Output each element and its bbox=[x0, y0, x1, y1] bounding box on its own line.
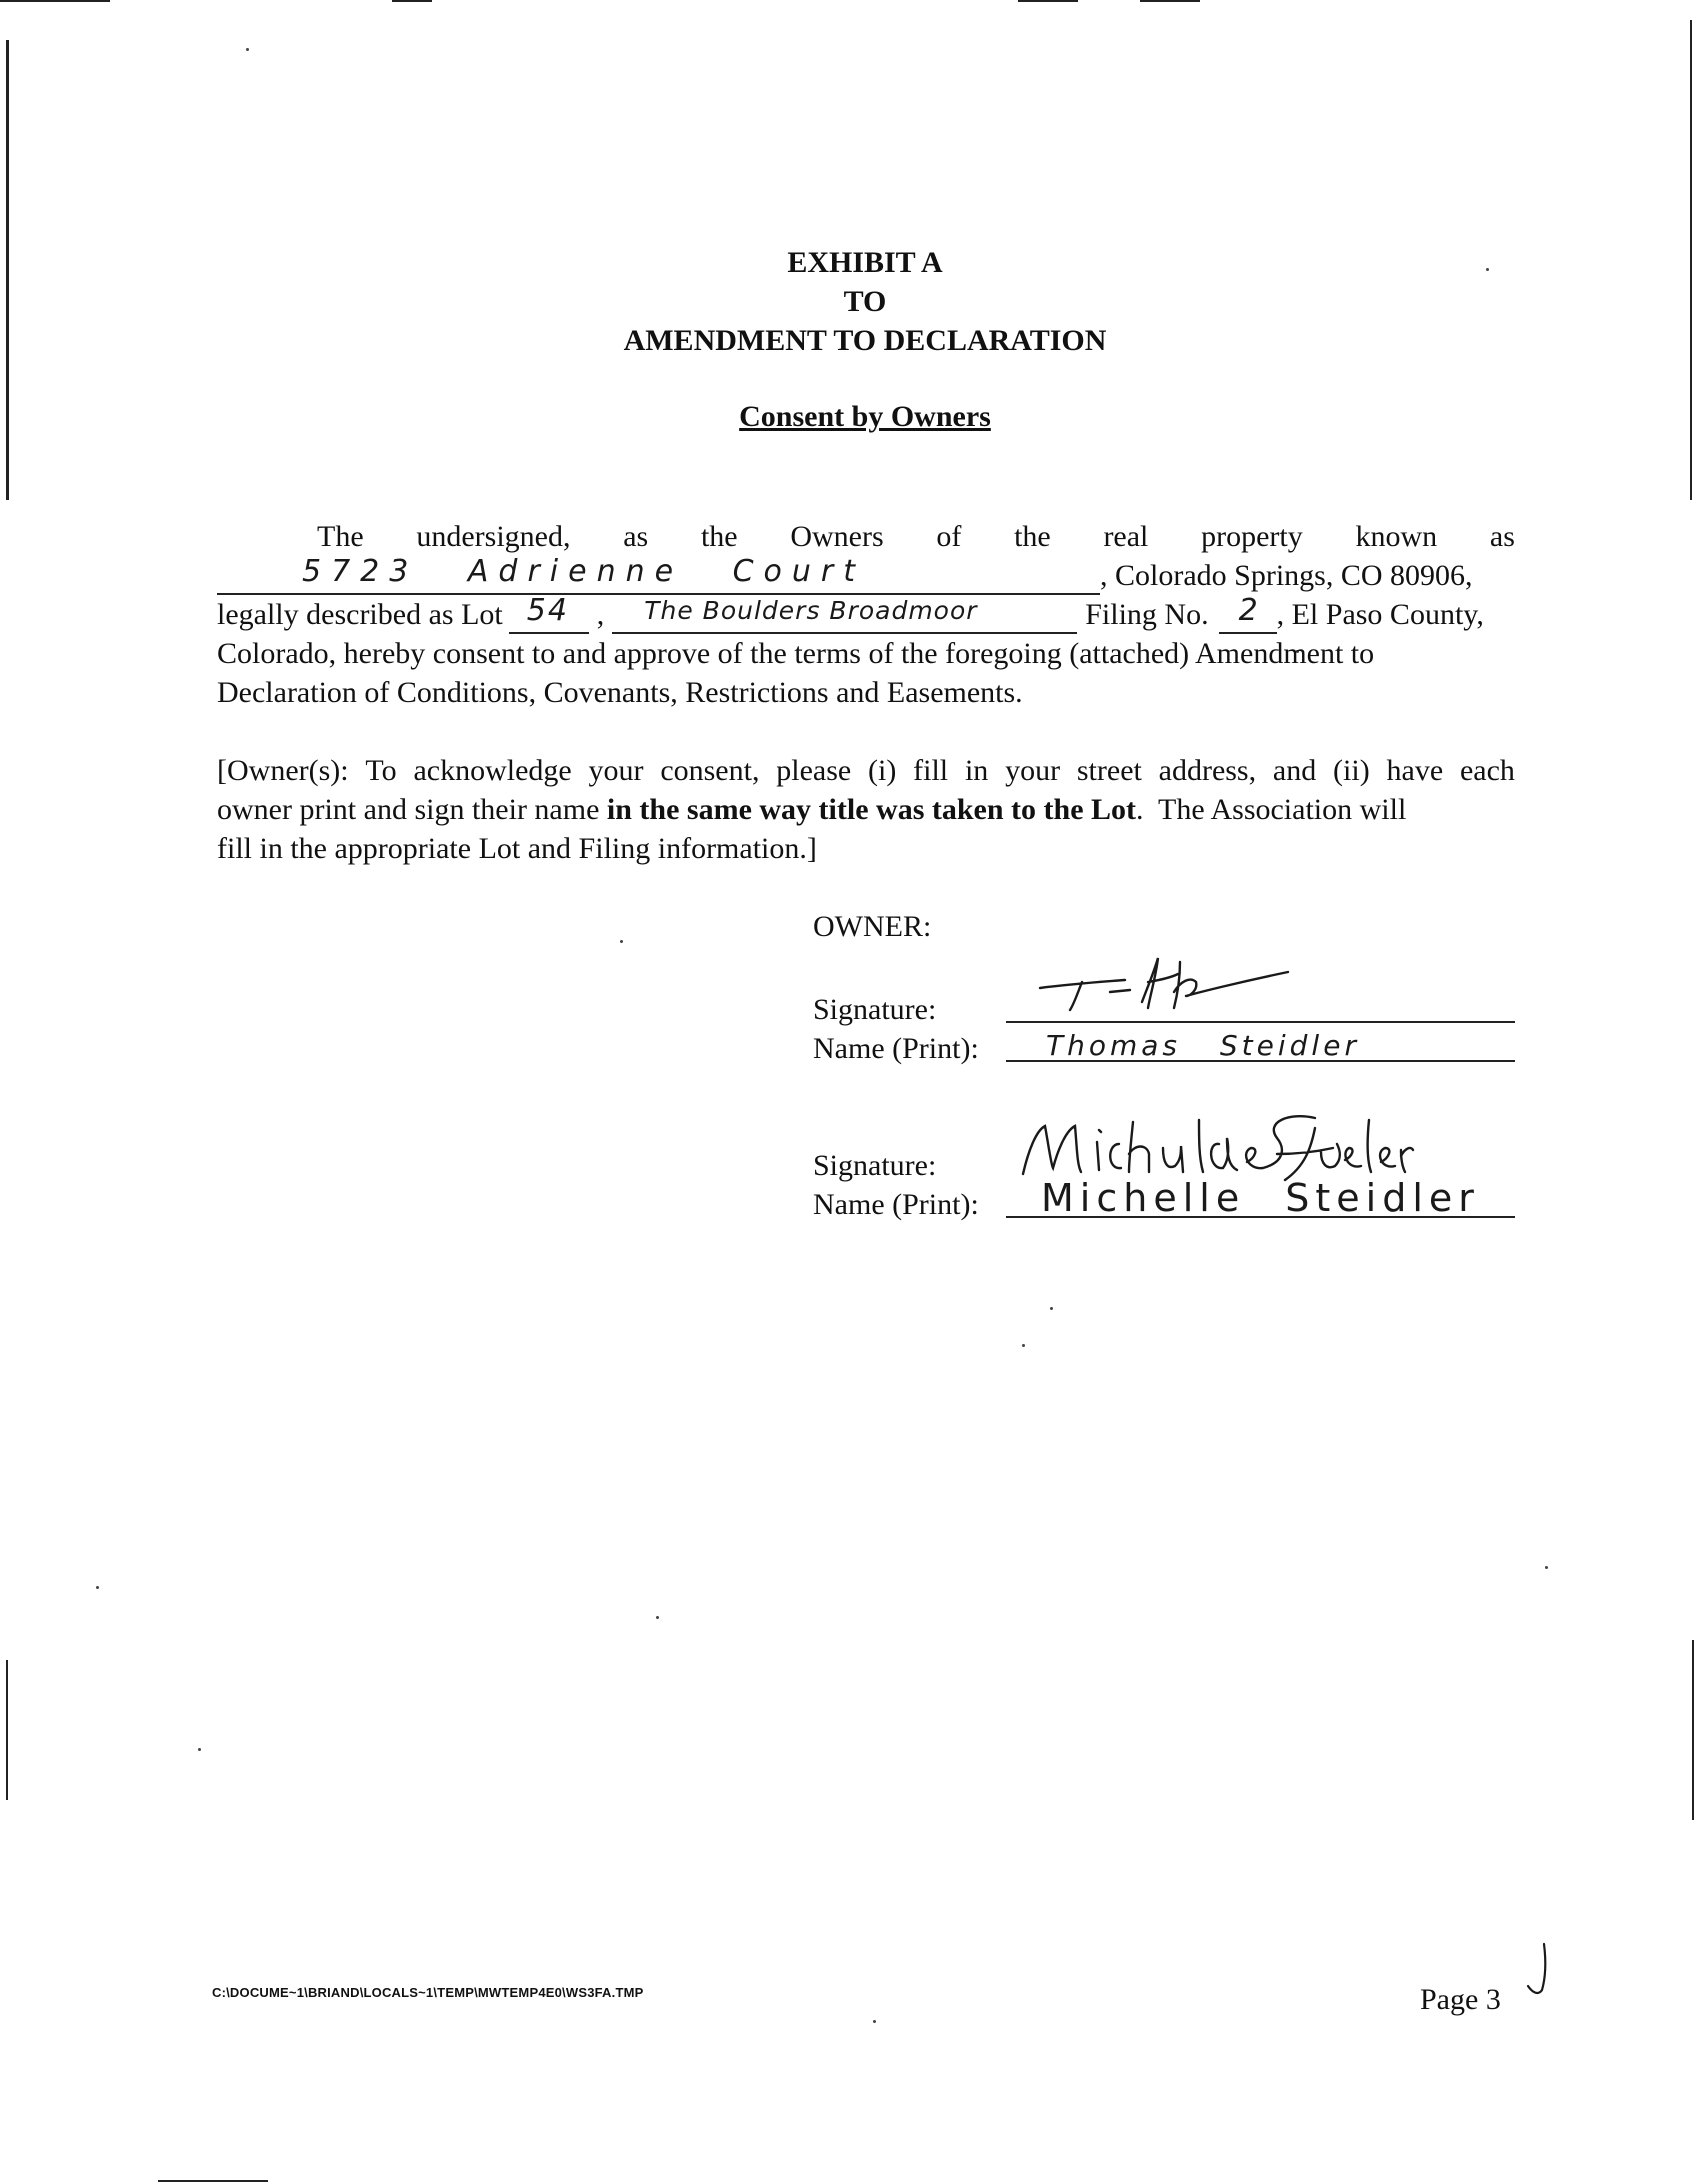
subdivision-handwritten: The Boulders Broadmoor bbox=[644, 596, 978, 625]
scan-edge-left-lower bbox=[6, 1660, 8, 1800]
section-title: Consent by Owners bbox=[739, 400, 991, 433]
word: in bbox=[964, 754, 989, 787]
footer-file-path: C:\DOCUME~1\BRIAND\LOCALS~1\TEMP\MWTEMP4E0\WS3FA.TMP bbox=[212, 1985, 644, 2000]
scan-edge-top-3 bbox=[1018, 0, 1078, 2]
word: [Owner(s): bbox=[217, 754, 349, 787]
word: and bbox=[1272, 754, 1317, 787]
instructions-post: . The Association will bbox=[1136, 793, 1407, 826]
instructions-line-2 bbox=[217, 790, 1515, 829]
consent-paragraph bbox=[217, 517, 1515, 712]
page-initial-mark bbox=[1520, 1940, 1560, 2000]
scan-edge-right-lower bbox=[1692, 1640, 1694, 1820]
owner2-name-row bbox=[813, 1176, 1515, 1222]
scan-speck bbox=[1545, 1566, 1548, 1569]
word: please bbox=[776, 754, 852, 787]
scan-speck bbox=[1050, 1307, 1053, 1310]
scan-edge-top-2 bbox=[392, 0, 432, 2]
word: The bbox=[317, 520, 364, 553]
word: street bbox=[1076, 754, 1142, 787]
scan-speck bbox=[198, 1748, 201, 1751]
exhibit-heading bbox=[0, 243, 1700, 360]
paragraph-line-4: Colorado, hereby consent to and approve of the terms of the foregoing (attached) Amendment to bbox=[217, 637, 1375, 670]
word: acknowledge bbox=[413, 754, 572, 787]
word: your bbox=[588, 754, 644, 787]
paragraph-line-2 bbox=[217, 556, 1515, 595]
heading-line-exhibit: EXHIBIT A bbox=[787, 246, 943, 279]
subdivision-field[interactable] bbox=[612, 598, 1077, 634]
scan-speck bbox=[1022, 1344, 1025, 1347]
word: undersigned, bbox=[416, 520, 571, 553]
word: property bbox=[1201, 520, 1303, 553]
instructions-emphasis: in the same way title was taken to the Lot bbox=[606, 793, 1137, 826]
filing-suffix: , El Paso County, bbox=[1276, 598, 1484, 631]
instructions-line-1 bbox=[217, 751, 1515, 790]
lot-prefix: legally described as Lot bbox=[217, 598, 503, 631]
signature-label: Signature: bbox=[813, 993, 937, 1026]
scan-edge-bottom bbox=[158, 2180, 268, 2182]
paragraph-line-1 bbox=[217, 517, 1515, 556]
filing-field[interactable] bbox=[1219, 593, 1277, 634]
scan-speck bbox=[246, 48, 249, 51]
word: known bbox=[1355, 520, 1438, 553]
word: have bbox=[1386, 754, 1444, 787]
scan-edge-top-1 bbox=[0, 0, 110, 2]
instructions-line-3: fill in the appropriate Lot and Filing information.] bbox=[217, 832, 817, 865]
word: (ii) bbox=[1333, 754, 1370, 787]
word: Owners bbox=[790, 520, 884, 553]
signature-label: Signature: bbox=[813, 1149, 937, 1182]
scan-edge-top-4 bbox=[1140, 0, 1200, 2]
word: the bbox=[700, 520, 738, 553]
lot-field[interactable] bbox=[509, 593, 589, 634]
scan-speck bbox=[96, 1586, 99, 1589]
owner1-signature-field[interactable] bbox=[1006, 1021, 1515, 1023]
word: each bbox=[1459, 754, 1515, 787]
word: (i) bbox=[868, 754, 897, 787]
word: To bbox=[365, 754, 397, 787]
owner-label: OWNER: bbox=[813, 910, 932, 943]
filing-handwritten: 2 bbox=[1238, 593, 1260, 628]
word: your bbox=[1005, 754, 1061, 787]
word: real bbox=[1103, 520, 1149, 553]
scan-speck bbox=[656, 1616, 659, 1619]
heading-line-to: TO bbox=[843, 285, 887, 318]
address-suffix: , Colorado Springs, CO 80906, bbox=[1100, 559, 1473, 592]
name-print-label: Name (Print): bbox=[813, 1188, 979, 1221]
owner1-name-handwritten: Thomas Steidler bbox=[1046, 1029, 1360, 1062]
scan-speck bbox=[620, 940, 623, 943]
instructions-paragraph bbox=[217, 751, 1515, 868]
name-print-label: Name (Print): bbox=[813, 1032, 979, 1065]
paragraph-line-5: Declaration of Conditions, Covenants, Restrictions and Easements. bbox=[217, 676, 1023, 709]
instructions-pre: owner print and sign their name bbox=[217, 793, 607, 826]
owner1-name-row bbox=[813, 1027, 1515, 1066]
word: address, bbox=[1158, 754, 1257, 787]
owner1-signature-image bbox=[1030, 952, 1290, 1012]
word: consent, bbox=[660, 754, 760, 787]
lot-comma: , bbox=[596, 598, 605, 631]
address-handwritten: 5723 Adrienne Court bbox=[302, 554, 866, 589]
page-number: Page 3 bbox=[1420, 1983, 1501, 2016]
word: the bbox=[1014, 520, 1051, 553]
paragraph-line-3 bbox=[217, 595, 1515, 634]
word: of bbox=[936, 520, 962, 553]
scan-speck bbox=[873, 2020, 876, 2023]
heading-line-amendment: AMENDMENT TO DECLARATION bbox=[623, 324, 1107, 357]
word: fill bbox=[913, 754, 949, 787]
owner2-name-handwritten: Michelle Steidler bbox=[1041, 1176, 1480, 1220]
word: as bbox=[623, 520, 649, 553]
filing-label: Filing No. bbox=[1085, 598, 1209, 631]
word: as bbox=[1489, 520, 1515, 553]
lot-handwritten: 54 bbox=[526, 593, 569, 628]
address-field[interactable] bbox=[217, 554, 1100, 595]
